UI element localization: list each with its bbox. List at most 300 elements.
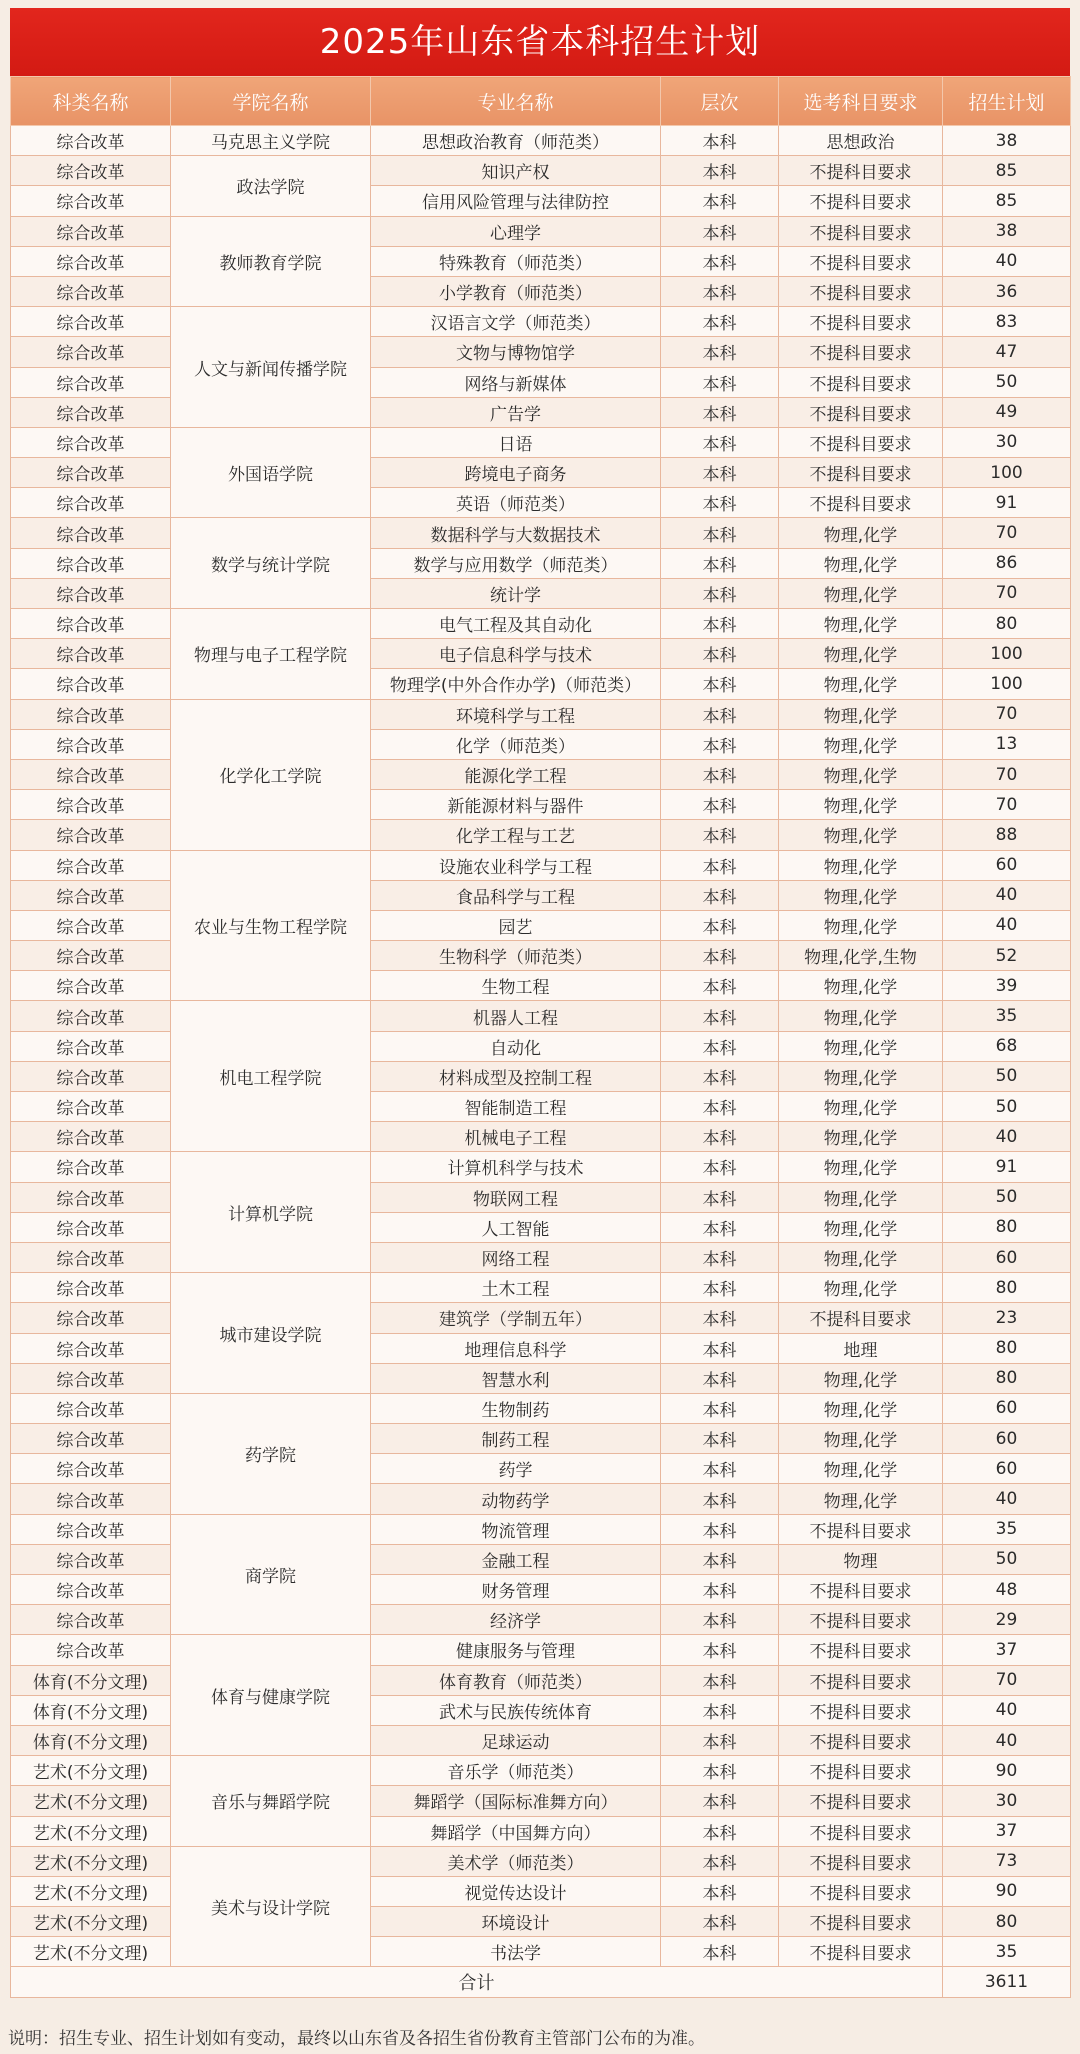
category-cell: 综合改革 xyxy=(11,910,171,940)
subject-requirement-cell: 物理 xyxy=(779,1544,943,1574)
college-cell: 城市建设学院 xyxy=(171,1273,371,1394)
quota-cell: 52 xyxy=(943,941,1071,971)
quota-cell: 40 xyxy=(943,910,1071,940)
header-category: 科类名称 xyxy=(11,77,171,126)
subject-requirement-cell: 不提科目要求 xyxy=(779,458,943,488)
college-cell: 商学院 xyxy=(171,1514,371,1635)
quota-cell: 60 xyxy=(943,1393,1071,1423)
college-cell: 化学化工学院 xyxy=(171,699,371,850)
quota-cell: 35 xyxy=(943,1514,1071,1544)
subject-requirement-cell: 物理,化学 xyxy=(779,699,943,729)
level-cell: 本科 xyxy=(661,759,779,789)
table-row xyxy=(11,367,1071,397)
category-cell: 综合改革 xyxy=(11,307,171,337)
quota-cell: 50 xyxy=(943,1182,1071,1212)
quota-cell: 70 xyxy=(943,790,1071,820)
major-cell: 建筑学（学制五年） xyxy=(371,1303,661,1333)
quota-cell: 47 xyxy=(943,337,1071,367)
quota-cell: 80 xyxy=(943,1907,1071,1937)
table-row xyxy=(11,699,1071,729)
header-major: 专业名称 xyxy=(371,77,661,126)
category-cell: 综合改革 xyxy=(11,1544,171,1574)
subject-requirement-cell: 不提科目要求 xyxy=(779,1514,943,1544)
major-cell: 食品科学与工程 xyxy=(371,880,661,910)
quota-cell: 40 xyxy=(943,1484,1071,1514)
table-row xyxy=(11,1061,1071,1091)
category-cell: 综合改革 xyxy=(11,126,171,156)
major-cell: 文物与博物馆学 xyxy=(371,337,661,367)
table-row xyxy=(11,488,1071,518)
subject-requirement-cell: 不提科目要求 xyxy=(779,1605,943,1635)
category-cell: 综合改革 xyxy=(11,1605,171,1635)
level-cell: 本科 xyxy=(661,1333,779,1363)
level-cell: 本科 xyxy=(661,1122,779,1152)
major-cell: 计算机科学与技术 xyxy=(371,1152,661,1182)
level-cell: 本科 xyxy=(661,458,779,488)
quota-cell: 40 xyxy=(943,880,1071,910)
major-cell: 人工智能 xyxy=(371,1212,661,1242)
major-cell: 统计学 xyxy=(371,578,661,608)
major-cell: 自动化 xyxy=(371,1031,661,1061)
level-cell: 本科 xyxy=(661,1575,779,1605)
level-cell: 本科 xyxy=(661,1061,779,1091)
quota-cell: 80 xyxy=(943,1363,1071,1393)
level-cell: 本科 xyxy=(661,1635,779,1665)
subject-requirement-cell: 不提科目要求 xyxy=(779,397,943,427)
level-cell: 本科 xyxy=(661,669,779,699)
level-cell: 本科 xyxy=(661,1786,779,1816)
major-cell: 机器人工程 xyxy=(371,1001,661,1031)
level-cell: 本科 xyxy=(661,1665,779,1695)
header-college: 学院名称 xyxy=(171,77,371,126)
major-cell: 武术与民族传统体育 xyxy=(371,1695,661,1725)
major-cell: 特殊教育（师范类） xyxy=(371,246,661,276)
category-cell: 艺术(不分文理) xyxy=(11,1937,171,1967)
category-cell: 综合改革 xyxy=(11,548,171,578)
quota-cell: 80 xyxy=(943,1273,1071,1303)
page-title: 2025年山东省本科招生计划 xyxy=(10,8,1070,76)
table-row xyxy=(11,1816,1071,1846)
plan-sheet xyxy=(10,8,1070,1998)
table-row xyxy=(11,1907,1071,1937)
table-row xyxy=(11,1152,1071,1182)
level-cell: 本科 xyxy=(661,216,779,246)
level-cell: 本科 xyxy=(661,880,779,910)
subject-requirement-cell: 物理,化学 xyxy=(779,1122,943,1152)
level-cell: 本科 xyxy=(661,639,779,669)
subject-requirement-cell: 不提科目要求 xyxy=(779,186,943,216)
table-row xyxy=(11,427,1071,457)
table-row xyxy=(11,1031,1071,1061)
subject-requirement-cell: 不提科目要求 xyxy=(779,1816,943,1846)
category-cell: 综合改革 xyxy=(11,337,171,367)
table-row xyxy=(11,548,1071,578)
level-cell: 本科 xyxy=(661,1605,779,1635)
major-cell: 智慧水利 xyxy=(371,1363,661,1393)
major-cell: 机械电子工程 xyxy=(371,1122,661,1152)
category-cell: 艺术(不分文理) xyxy=(11,1816,171,1846)
level-cell: 本科 xyxy=(661,910,779,940)
category-cell: 综合改革 xyxy=(11,1484,171,1514)
table-row xyxy=(11,1876,1071,1906)
table-row xyxy=(11,1333,1071,1363)
category-cell: 综合改革 xyxy=(11,367,171,397)
subject-requirement-cell: 物理,化学 xyxy=(779,1424,943,1454)
college-cell: 人文与新闻传播学院 xyxy=(171,307,371,428)
table-row xyxy=(11,820,1071,850)
category-cell: 综合改革 xyxy=(11,820,171,850)
header-row xyxy=(11,77,1071,126)
category-cell: 综合改革 xyxy=(11,1333,171,1363)
college-cell: 计算机学院 xyxy=(171,1152,371,1273)
category-cell: 综合改革 xyxy=(11,1061,171,1091)
table-row xyxy=(11,1725,1071,1755)
subject-requirement-cell: 物理,化学 xyxy=(779,578,943,608)
category-cell: 艺术(不分文理) xyxy=(11,1907,171,1937)
subject-requirement-cell: 不提科目要求 xyxy=(779,1635,943,1665)
category-cell: 艺术(不分文理) xyxy=(11,1756,171,1786)
major-cell: 设施农业科学与工程 xyxy=(371,850,661,880)
subject-requirement-cell: 不提科目要求 xyxy=(779,1575,943,1605)
table-row xyxy=(11,880,1071,910)
category-cell: 综合改革 xyxy=(11,729,171,759)
table-row xyxy=(11,941,1071,971)
major-cell: 电子信息科学与技术 xyxy=(371,639,661,669)
table-row xyxy=(11,1454,1071,1484)
table-row xyxy=(11,216,1071,246)
quota-cell: 35 xyxy=(943,1937,1071,1967)
category-cell: 综合改革 xyxy=(11,397,171,427)
major-cell: 知识产权 xyxy=(371,156,661,186)
quota-cell: 80 xyxy=(943,609,1071,639)
quota-cell: 35 xyxy=(943,1001,1071,1031)
category-cell: 综合改革 xyxy=(11,1303,171,1333)
quota-cell: 73 xyxy=(943,1846,1071,1876)
quota-cell: 29 xyxy=(943,1605,1071,1635)
major-cell: 药学 xyxy=(371,1454,661,1484)
quota-cell: 80 xyxy=(943,1333,1071,1363)
table-row xyxy=(11,1695,1071,1725)
quota-cell: 30 xyxy=(943,1786,1071,1816)
major-cell: 数据科学与大数据技术 xyxy=(371,518,661,548)
subject-requirement-cell: 不提科目要求 xyxy=(779,246,943,276)
subject-requirement-cell: 物理,化学 xyxy=(779,820,943,850)
category-cell: 综合改革 xyxy=(11,1273,171,1303)
major-cell: 制药工程 xyxy=(371,1424,661,1454)
subject-requirement-cell: 不提科目要求 xyxy=(779,1907,943,1937)
table-row xyxy=(11,246,1071,276)
major-cell: 生物工程 xyxy=(371,971,661,1001)
major-cell: 书法学 xyxy=(371,1937,661,1967)
major-cell: 信用风险管理与法律防控 xyxy=(371,186,661,216)
category-cell: 综合改革 xyxy=(11,518,171,548)
quota-cell: 88 xyxy=(943,820,1071,850)
level-cell: 本科 xyxy=(661,1273,779,1303)
table-row xyxy=(11,1575,1071,1605)
subject-requirement-cell: 不提科目要求 xyxy=(779,367,943,397)
college-cell: 政法学院 xyxy=(171,156,371,216)
quota-cell: 80 xyxy=(943,1212,1071,1242)
level-cell: 本科 xyxy=(661,1031,779,1061)
table-row xyxy=(11,1122,1071,1152)
major-cell: 生物制药 xyxy=(371,1393,661,1423)
table-row xyxy=(11,1303,1071,1333)
college-cell: 数学与统计学院 xyxy=(171,518,371,609)
table-row xyxy=(11,1937,1071,1967)
category-cell: 综合改革 xyxy=(11,1575,171,1605)
level-cell: 本科 xyxy=(661,609,779,639)
subject-requirement-cell: 物理,化学 xyxy=(779,639,943,669)
category-cell: 综合改革 xyxy=(11,1031,171,1061)
header-quota: 招生计划 xyxy=(943,77,1071,126)
subject-requirement-cell: 物理,化学 xyxy=(779,971,943,1001)
major-cell: 足球运动 xyxy=(371,1725,661,1755)
level-cell: 本科 xyxy=(661,729,779,759)
table-row xyxy=(11,1001,1071,1031)
table-row xyxy=(11,1424,1071,1454)
college-cell: 药学院 xyxy=(171,1393,371,1514)
category-cell: 综合改革 xyxy=(11,790,171,820)
quota-cell: 90 xyxy=(943,1756,1071,1786)
category-cell: 综合改革 xyxy=(11,639,171,669)
level-cell: 本科 xyxy=(661,1001,779,1031)
major-cell: 能源化学工程 xyxy=(371,759,661,789)
subject-requirement-cell: 物理,化学,生物 xyxy=(779,941,943,971)
footnote: 说明：招生专业、招生计划如有变动，最终以山东省及各招生省份教育主管部门公布的为准。 xyxy=(8,2029,705,2049)
quota-cell: 30 xyxy=(943,427,1071,457)
major-cell: 数学与应用数学（师范类） xyxy=(371,548,661,578)
table-row xyxy=(11,276,1071,306)
subject-requirement-cell: 不提科目要求 xyxy=(779,1725,943,1755)
college-cell: 音乐与舞蹈学院 xyxy=(171,1756,371,1847)
subject-requirement-cell: 物理,化学 xyxy=(779,1242,943,1272)
college-cell: 教师教育学院 xyxy=(171,216,371,307)
major-cell: 电气工程及其自动化 xyxy=(371,609,661,639)
level-cell: 本科 xyxy=(661,367,779,397)
table-body xyxy=(11,126,1071,1998)
table-row xyxy=(11,729,1071,759)
table-row xyxy=(11,790,1071,820)
level-cell: 本科 xyxy=(661,1424,779,1454)
quota-cell: 49 xyxy=(943,397,1071,427)
quota-cell: 60 xyxy=(943,1242,1071,1272)
quota-cell: 40 xyxy=(943,1695,1071,1725)
subject-requirement-cell: 物理,化学 xyxy=(779,1273,943,1303)
subject-requirement-cell: 物理,化学 xyxy=(779,669,943,699)
college-cell: 农业与生物工程学院 xyxy=(171,850,371,1001)
level-cell: 本科 xyxy=(661,1182,779,1212)
college-cell: 马克思主义学院 xyxy=(171,126,371,156)
category-cell: 综合改革 xyxy=(11,609,171,639)
level-cell: 本科 xyxy=(661,578,779,608)
major-cell: 舞蹈学（国际标准舞方向） xyxy=(371,1786,661,1816)
quota-cell: 100 xyxy=(943,458,1071,488)
header-level: 层次 xyxy=(661,77,779,126)
college-cell: 机电工程学院 xyxy=(171,1001,371,1152)
level-cell: 本科 xyxy=(661,790,779,820)
level-cell: 本科 xyxy=(661,1152,779,1182)
level-cell: 本科 xyxy=(661,186,779,216)
major-cell: 化学（师范类） xyxy=(371,729,661,759)
subject-requirement-cell: 不提科目要求 xyxy=(779,488,943,518)
table-row xyxy=(11,337,1071,367)
table-row xyxy=(11,1786,1071,1816)
level-cell: 本科 xyxy=(661,488,779,518)
subject-requirement-cell: 物理,化学 xyxy=(779,1484,943,1514)
major-cell: 网络工程 xyxy=(371,1242,661,1272)
major-cell: 生物科学（师范类） xyxy=(371,941,661,971)
category-cell: 综合改革 xyxy=(11,850,171,880)
table-row xyxy=(11,1846,1071,1876)
table-row xyxy=(11,639,1071,669)
subject-requirement-cell: 不提科目要求 xyxy=(779,1303,943,1333)
level-cell: 本科 xyxy=(661,307,779,337)
quota-cell: 100 xyxy=(943,669,1071,699)
quota-cell: 40 xyxy=(943,1725,1071,1755)
quota-cell: 50 xyxy=(943,1544,1071,1574)
major-cell: 环境设计 xyxy=(371,1907,661,1937)
quota-cell: 100 xyxy=(943,639,1071,669)
category-cell: 综合改革 xyxy=(11,1635,171,1665)
major-cell: 经济学 xyxy=(371,1605,661,1635)
table-row xyxy=(11,1242,1071,1272)
table-row xyxy=(11,1363,1071,1393)
quota-cell: 36 xyxy=(943,276,1071,306)
quota-cell: 37 xyxy=(943,1635,1071,1665)
quota-cell: 13 xyxy=(943,729,1071,759)
category-cell: 综合改革 xyxy=(11,1092,171,1122)
table-row xyxy=(11,1544,1071,1574)
table-row xyxy=(11,759,1071,789)
subject-requirement-cell: 物理,化学 xyxy=(779,1152,943,1182)
quota-cell: 50 xyxy=(943,1061,1071,1091)
level-cell: 本科 xyxy=(661,941,779,971)
major-cell: 英语（师范类） xyxy=(371,488,661,518)
quota-cell: 37 xyxy=(943,1816,1071,1846)
category-cell: 综合改革 xyxy=(11,1514,171,1544)
table-row xyxy=(11,850,1071,880)
major-cell: 视觉传达设计 xyxy=(371,1876,661,1906)
major-cell: 动物药学 xyxy=(371,1484,661,1514)
level-cell: 本科 xyxy=(661,820,779,850)
college-cell: 体育与健康学院 xyxy=(171,1635,371,1756)
subject-requirement-cell: 物理,化学 xyxy=(779,609,943,639)
subject-requirement-cell: 物理,化学 xyxy=(779,790,943,820)
major-cell: 智能制造工程 xyxy=(371,1092,661,1122)
category-cell: 综合改革 xyxy=(11,1212,171,1242)
major-cell: 财务管理 xyxy=(371,1575,661,1605)
subject-requirement-cell: 物理,化学 xyxy=(779,910,943,940)
category-cell: 综合改革 xyxy=(11,1001,171,1031)
subject-requirement-cell: 不提科目要求 xyxy=(779,1846,943,1876)
category-cell: 艺术(不分文理) xyxy=(11,1786,171,1816)
level-cell: 本科 xyxy=(661,518,779,548)
category-cell: 体育(不分文理) xyxy=(11,1665,171,1695)
table-row xyxy=(11,910,1071,940)
subject-requirement-cell: 不提科目要求 xyxy=(779,156,943,186)
subject-requirement-cell: 不提科目要求 xyxy=(779,1756,943,1786)
subject-requirement-cell: 不提科目要求 xyxy=(779,1876,943,1906)
category-cell: 综合改革 xyxy=(11,276,171,306)
level-cell: 本科 xyxy=(661,1212,779,1242)
quota-cell: 70 xyxy=(943,1665,1071,1695)
quota-cell: 40 xyxy=(943,1122,1071,1152)
subject-requirement-cell: 不提科目要求 xyxy=(779,1786,943,1816)
subject-requirement-cell: 物理,化学 xyxy=(779,1061,943,1091)
quota-cell: 90 xyxy=(943,1876,1071,1906)
level-cell: 本科 xyxy=(661,699,779,729)
quota-cell: 60 xyxy=(943,1424,1071,1454)
major-cell: 园艺 xyxy=(371,910,661,940)
table-row xyxy=(11,1273,1071,1303)
subject-requirement-cell: 思想政治 xyxy=(779,126,943,156)
subject-requirement-cell: 不提科目要求 xyxy=(779,337,943,367)
subject-requirement-cell: 不提科目要求 xyxy=(779,1665,943,1695)
level-cell: 本科 xyxy=(661,156,779,186)
subject-requirement-cell: 物理,化学 xyxy=(779,1454,943,1484)
level-cell: 本科 xyxy=(661,427,779,457)
level-cell: 本科 xyxy=(661,548,779,578)
level-cell: 本科 xyxy=(661,971,779,1001)
quota-cell: 91 xyxy=(943,488,1071,518)
major-cell: 心理学 xyxy=(371,216,661,246)
subject-requirement-cell: 物理,化学 xyxy=(779,880,943,910)
subject-requirement-cell: 地理 xyxy=(779,1333,943,1363)
subject-requirement-cell: 物理,化学 xyxy=(779,1363,943,1393)
subject-requirement-cell: 不提科目要求 xyxy=(779,307,943,337)
major-cell: 环境科学与工程 xyxy=(371,699,661,729)
major-cell: 土木工程 xyxy=(371,1273,661,1303)
major-cell: 跨境电子商务 xyxy=(371,458,661,488)
level-cell: 本科 xyxy=(661,1876,779,1906)
level-cell: 本科 xyxy=(661,1544,779,1574)
major-cell: 汉语言文学（师范类） xyxy=(371,307,661,337)
level-cell: 本科 xyxy=(661,246,779,276)
category-cell: 综合改革 xyxy=(11,1363,171,1393)
level-cell: 本科 xyxy=(661,1484,779,1514)
table-row xyxy=(11,518,1071,548)
subject-requirement-cell: 不提科目要求 xyxy=(779,216,943,246)
level-cell: 本科 xyxy=(661,1756,779,1786)
table-row xyxy=(11,1665,1071,1695)
category-cell: 综合改革 xyxy=(11,488,171,518)
major-cell: 健康服务与管理 xyxy=(371,1635,661,1665)
major-cell: 小学教育（师范类） xyxy=(371,276,661,306)
major-cell: 音乐学（师范类） xyxy=(371,1756,661,1786)
table-row xyxy=(11,307,1071,337)
subject-requirement-cell: 物理,化学 xyxy=(779,1182,943,1212)
college-cell: 外国语学院 xyxy=(171,427,371,518)
level-cell: 本科 xyxy=(661,1092,779,1122)
quota-cell: 23 xyxy=(943,1303,1071,1333)
subject-requirement-cell: 不提科目要求 xyxy=(779,427,943,457)
category-cell: 综合改革 xyxy=(11,1122,171,1152)
category-cell: 艺术(不分文理) xyxy=(11,1876,171,1906)
category-cell: 综合改革 xyxy=(11,941,171,971)
table-row xyxy=(11,397,1071,427)
header-subject-requirement: 选考科目要求 xyxy=(779,77,943,126)
quota-cell: 38 xyxy=(943,126,1071,156)
category-cell: 综合改革 xyxy=(11,1393,171,1423)
enrollment-table xyxy=(10,76,1071,1998)
major-cell: 体育教育（师范类） xyxy=(371,1665,661,1695)
major-cell: 地理信息科学 xyxy=(371,1333,661,1363)
level-cell: 本科 xyxy=(661,397,779,427)
quota-cell: 83 xyxy=(943,307,1071,337)
subject-requirement-cell: 不提科目要求 xyxy=(779,1937,943,1967)
table-row xyxy=(11,609,1071,639)
quota-cell: 68 xyxy=(943,1031,1071,1061)
